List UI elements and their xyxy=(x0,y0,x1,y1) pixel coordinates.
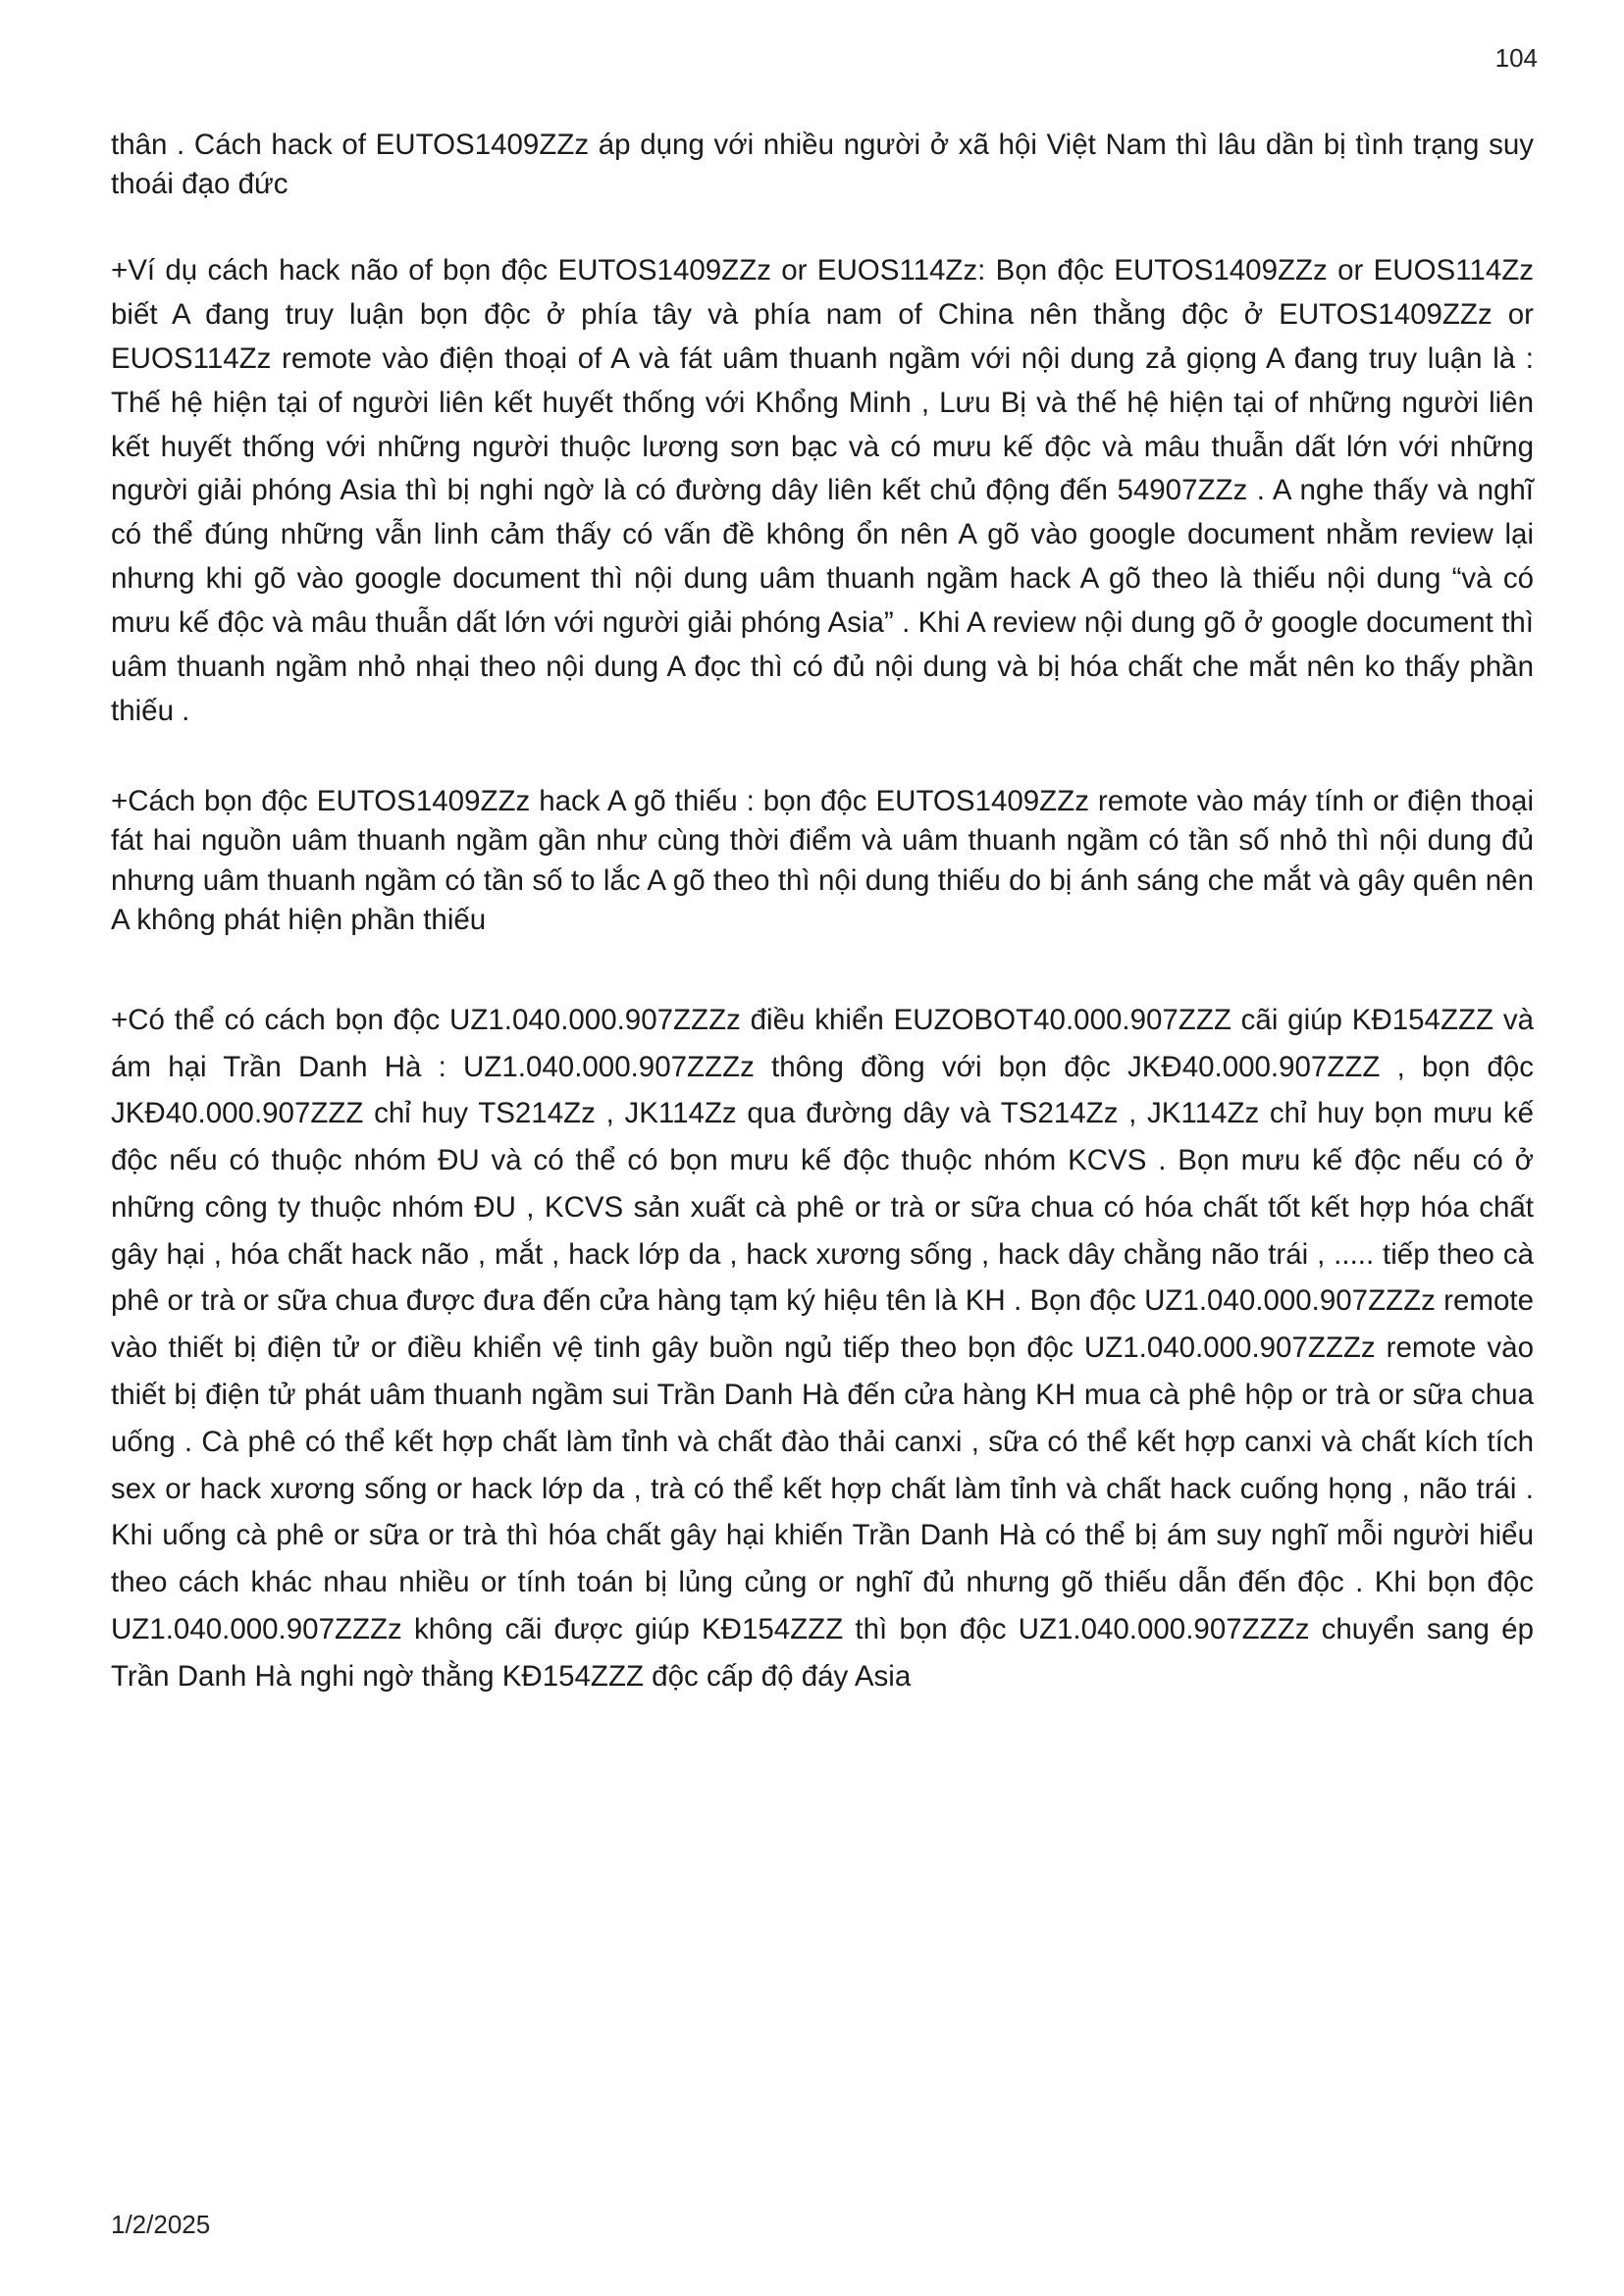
paragraph-intro: thân . Cách hack of EUTOS1409ZZz áp dụng với nhiều người ở xã hội Việt Nam thì lâu dần bị tình trạng suy thoái đạo đức xyxy=(111,129,1534,201)
paragraph-typing-hack: +Cách bọn độc EUTOS1409ZZz hack A gõ thiếu : bọn độc EUTOS1409ZZz remote vào máy tính or điện thoại fát hai nguồn uâm thuanh ngầm gần như cùng thời điểm và uâm thuanh ngầm có tần số nhỏ thì nội dung đủ nhưng uâm thuanh ngầm có tần số to lắc A gõ theo thì nội dung thiếu do bị ánh sáng che mắt và gây quên nên A không phát hiện phần thiếu xyxy=(111,785,1534,936)
paragraph-coffee-scheme: +Có thể có cách bọn độc UZ1.040.000.907ZZZz điều khiển EUZOBOT40.000.907ZZZ cãi giúp KĐ154ZZZ và ám hại Trần Danh Hà : UZ1.040.000.907ZZZz thông đồng với bọn độc JKĐ40.000.907ZZZ , bọn độc JKĐ40.000.907ZZZ chỉ huy TS214Zz , JK114Zz qua đường dây và TS214Zz , JK114Zz chỉ huy bọn mưu kế độc nếu có thuộc nhóm ĐU và có thể có bọn mưu kế độc thuộc nhóm KCVS . Bọn mưu kế độc nếu có ở những công ty thuộc nhóm ĐU , KCVS sản xuất cà phê or trà or sữa chua có hóa chất tốt kết hợp hóa chất gây hại , hóa chất hack não , mắt , hack lớp da , hack xương sống , hack dây chằng não trái , ..... tiếp theo cà phê or trà or sữa chua được đưa đến cửa hàng tạm ký hiệu tên là KH . Bọn độc UZ1.040.000.907ZZZz remote vào thiết bị điện tử or điều khiển vệ tinh gây buồn ngủ tiếp theo bọn độc UZ1.040.000.907ZZZz remote vào thiết bị điện tử phát uâm thuanh ngầm sui Trần Danh Hà đến cửa hàng KH mua cà phê hộp or trà or sữa chua uống . Cà phê có thể kết hợp chất làm tỉnh và chất đào thải canxi , sữa có thể kết hợp canxi và chất kích tích sex or hack xương sống or hack lớp da , trà có thể kết hợp chất làm tỉnh và chất hack cuống họng , não trái . Khi uống cà phê or sữa or trà thì hóa chất gây hại khiến Trần Danh Hà có thể bị ám suy nghĩ mỗi người hiểu theo cách khác nhau nhiều or tính toán bị lủng củng or nghĩ đủ nhưng gõ thiếu dẫn đến độc . Khi bọn độc UZ1.040.000.907ZZZz không cãi được giúp KĐ154ZZZ thì bọn độc UZ1.040.000.907ZZZz chuyển sang ép Trần Danh Hà nghi ngờ thằng KĐ154ZZZ độc cấp độ đáy Asia xyxy=(111,1003,1534,1693)
page-number: 104 xyxy=(1494,43,1538,73)
document-body xyxy=(111,126,1534,1699)
paragraph-example-hack: +Ví dụ cách hack não of bọn độc EUTOS1409ZZz or EUOS114Zz: Bọn độc EUTOS1409ZZz or EUOS114Zz biết A đang truy luận bọn độc ở phía tây và phía nam of China nên thằng độc ở EUTOS1409ZZz or EUOS114Zz remote vào điện thoại of A và fát uâm thuanh ngầm với nội dung zả giọng A đang truy luận là : Thế hệ hiện tại of người liên kết huyết thống với Khổng Minh , Lưu Bị và thế hệ hiện tại of những người liên kết huyết thống với những người thuộc lương sơn bạc và có mưu kế độc và mâu thuẫn dất lớn với những người giải phóng Asia thì bị nghi ngờ là có đường dây liên kết chủ động đến 54907ZZz . A nghe thấy và nghĩ có thể đúng những vẫn linh cảm thấy có vấn đề không ổn nên A gõ vào google document nhằm review lại nhưng khi gõ vào google document thì nội dung uâm thuanh ngầm hack A gõ theo là thiếu nội dung “và có mưu kế độc và mâu thuẫn dất lớn với người giải phóng Asia” . Khi A review nội dung gõ ở google document thì uâm thuanh ngầm nhỏ nhại theo nội dung A đọc thì có đủ nội dung và bị hóa chất che mắt nên ko thấy phần thiếu . xyxy=(111,254,1534,727)
footer-date: 1/2/2025 xyxy=(111,2210,211,2239)
